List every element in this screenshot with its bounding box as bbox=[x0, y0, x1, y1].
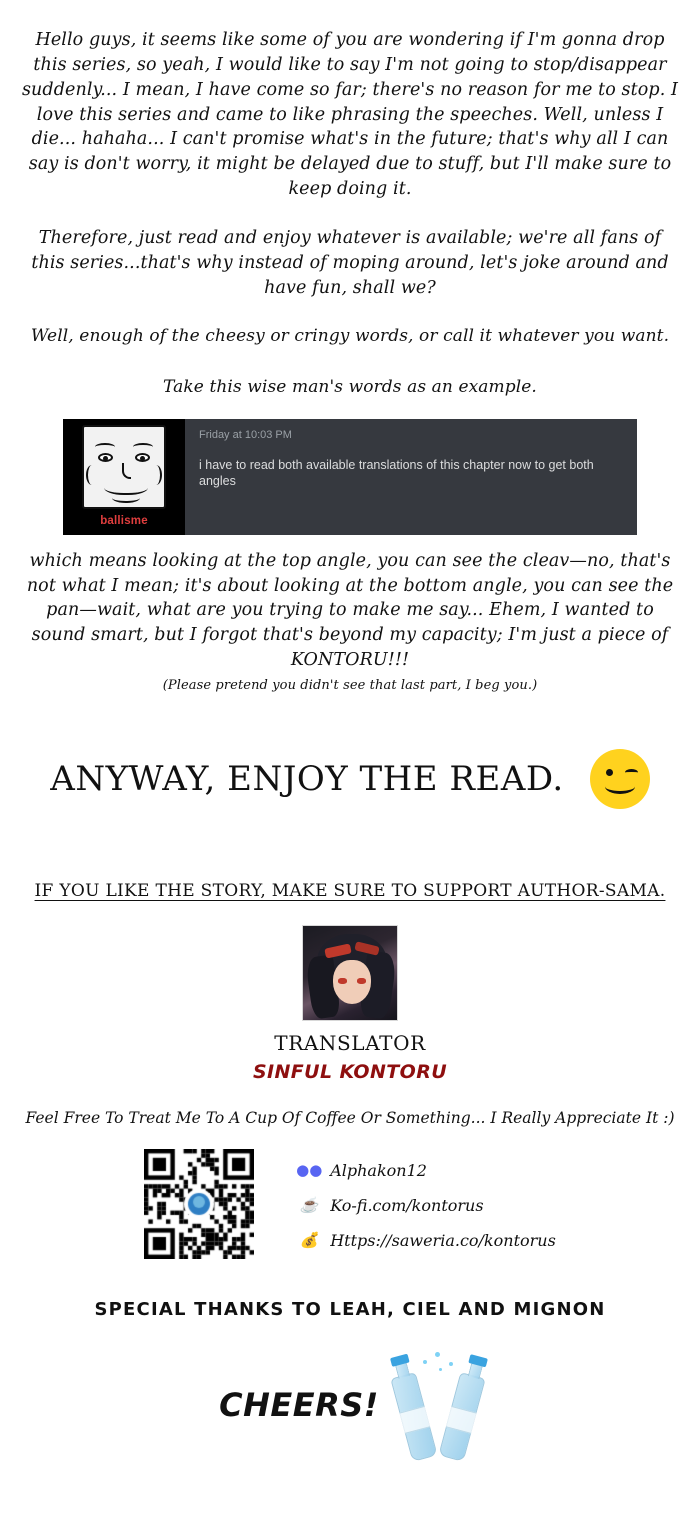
intro-paragraph-3: Well, enough of the cheesy or cringy words, or call it whatever you want. bbox=[30, 326, 670, 347]
troll-face-icon bbox=[82, 425, 166, 509]
intro-paragraph-2: Therefore, just read and enjoy whatever is available; we're all fans of this series...that's why instead of moping around, let's joke around and have fun, shall we? bbox=[31, 227, 669, 298]
discord-username: ballisme bbox=[100, 514, 148, 527]
discord-message-body bbox=[185, 419, 637, 490]
link-item-kofi[interactable] bbox=[298, 1194, 556, 1216]
support-headline: IF YOU LIKE THE STORY, MAKE SURE TO SUPPORT AUTHOR-SAMA. bbox=[34, 881, 666, 902]
link-item-discord[interactable] bbox=[298, 1159, 556, 1181]
winking-face-emoji-icon bbox=[590, 749, 650, 809]
post-screenshot-block bbox=[20, 535, 680, 696]
intro-paragraph-4: Take this wise man's words as an example. bbox=[163, 376, 537, 397]
link-item-saweria[interactable] bbox=[298, 1229, 556, 1251]
discord-timestamp: Friday at 10:03 PM bbox=[199, 428, 292, 441]
link-label-discord: Alphakon12 bbox=[330, 1160, 427, 1180]
support-links-row bbox=[0, 1149, 700, 1259]
post-paragraph: which means looking at the top angle, you can see the cleav—no, that's not what I mean; it's about looking at the bottom angle, you can see the pan—wait, what are you trying to make me say... Ehem, I wanted to sound smart, but I forgot that's beyond my capacity; I'm just a piece of KONTORU!!! bbox=[26, 550, 674, 671]
translator-label: TRANSLATOR bbox=[274, 1031, 426, 1056]
special-thanks: SPECIAL THANKS TO LEAH, CIEL AND MIGNON bbox=[94, 1299, 606, 1321]
saweria-icon: 💰 bbox=[299, 1231, 319, 1250]
cheers-text: CHEERS! bbox=[219, 1386, 379, 1425]
qr-code[interactable] bbox=[144, 1149, 254, 1259]
intro-paragraph-1: Hello guys, it seems like some of you are wondering if I'm gonna drop this series, so yeah, I would like to say I'm not going to stop/disappear suddenly... I mean, I have come so far; there's no reason for me to stop. I love this series and came to like phrasing the speeches. Well, unless I die... hahaha... I can't promise what's in the future; that's why all I can say is don't worry, it might be delayed due to stuff, but I'll make sure to keep doing it. bbox=[21, 30, 679, 200]
anyway-row bbox=[0, 749, 700, 809]
intro-text-block bbox=[20, 0, 680, 399]
discord-avatar-block bbox=[63, 419, 185, 535]
link-label-kofi: Ko-fi.com/kontorus bbox=[330, 1195, 484, 1215]
translator-portrait bbox=[302, 925, 398, 1021]
treat-line: Feel Free To Treat Me To A Cup Of Coffee Or Something... I Really Appreciate It :) bbox=[25, 1109, 675, 1128]
discord-icon: ●● bbox=[296, 1161, 323, 1180]
clinking-bottles-icon bbox=[395, 1350, 481, 1460]
discord-message-text: i have to read both available translations of this chapter now to get both angles bbox=[199, 457, 594, 488]
link-label-saweria: Https://saweria.co/kontorus bbox=[330, 1230, 556, 1250]
discord-message-row bbox=[63, 419, 637, 535]
kofi-icon: ☕ bbox=[299, 1196, 319, 1215]
discord-screenshot bbox=[63, 419, 637, 535]
post-note: (Please pretend you didn't see that last part, I beg you.) bbox=[162, 677, 538, 693]
anyway-text: ANYWAY, ENJOY THE READ. bbox=[50, 759, 564, 800]
support-links-list bbox=[298, 1149, 556, 1251]
cheers-row bbox=[0, 1350, 700, 1460]
translator-name: SINFUL KONTORU bbox=[252, 1061, 448, 1084]
